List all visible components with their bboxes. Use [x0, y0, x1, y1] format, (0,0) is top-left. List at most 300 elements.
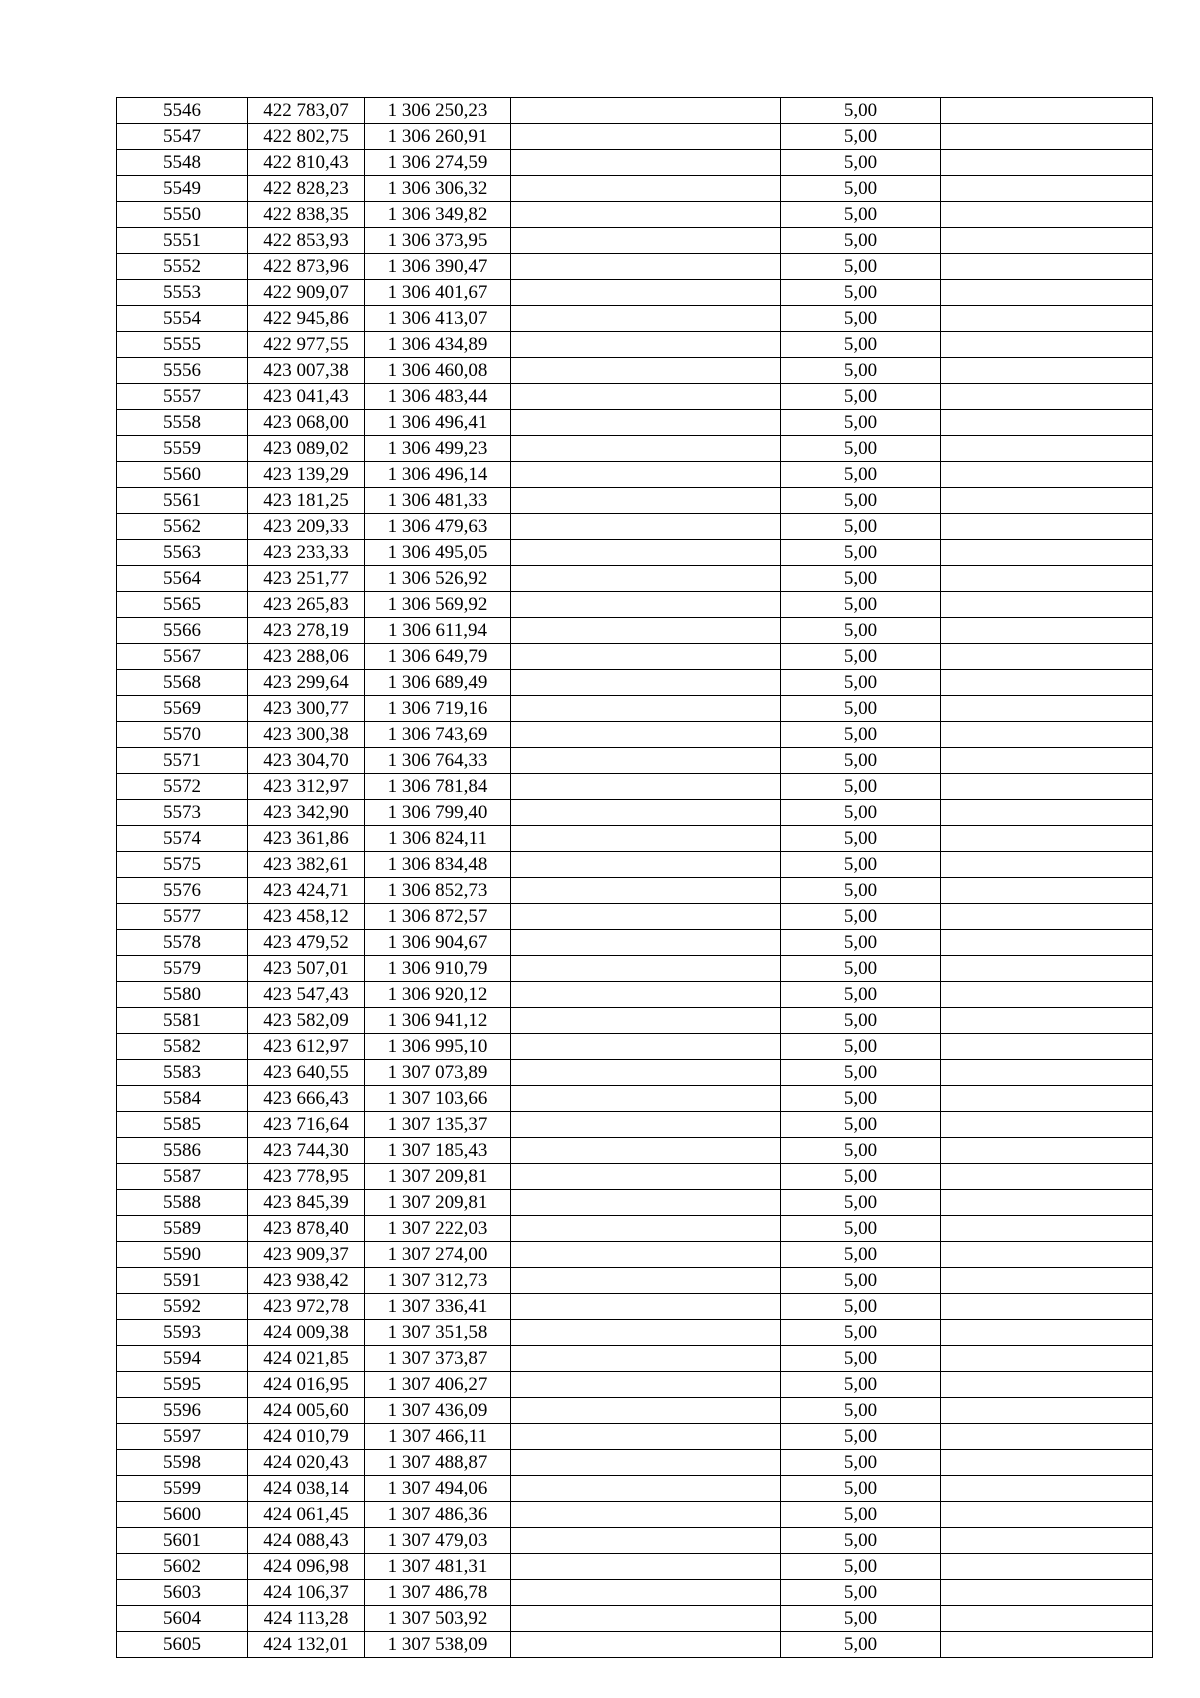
value-cell: 5,00: [781, 488, 941, 514]
table-row: [117, 904, 1153, 930]
value-cell: 5,00: [781, 852, 941, 878]
empty-cell: [511, 202, 781, 228]
empty-cell: [511, 904, 781, 930]
y-coordinate-cell: 1 306 743,69: [365, 722, 511, 748]
table-row: [117, 1034, 1153, 1060]
empty-cell: [941, 930, 1153, 956]
empty-cell: [941, 852, 1153, 878]
point-number-cell: 5601: [117, 1528, 248, 1554]
value-cell: 5,00: [781, 124, 941, 150]
table-row: [117, 1060, 1153, 1086]
y-coordinate-cell: 1 306 495,05: [365, 540, 511, 566]
point-number-cell: 5604: [117, 1606, 248, 1632]
empty-cell: [511, 644, 781, 670]
y-coordinate-cell: 1 306 306,32: [365, 176, 511, 202]
table-row: [117, 774, 1153, 800]
x-coordinate-cell: 422 853,93: [248, 228, 365, 254]
table-row: [117, 124, 1153, 150]
value-cell: 5,00: [781, 410, 941, 436]
empty-cell: [511, 670, 781, 696]
table-row: [117, 332, 1153, 358]
table-row: [117, 540, 1153, 566]
x-coordinate-cell: 423 547,43: [248, 982, 365, 1008]
value-cell: 5,00: [781, 1294, 941, 1320]
empty-cell: [511, 358, 781, 384]
table-row: [117, 202, 1153, 228]
value-cell: 5,00: [781, 332, 941, 358]
value-cell: 5,00: [781, 1580, 941, 1606]
table-row: [117, 254, 1153, 280]
x-coordinate-cell: 422 838,35: [248, 202, 365, 228]
y-coordinate-cell: 1 306 852,73: [365, 878, 511, 904]
x-coordinate-cell: 423 972,78: [248, 1294, 365, 1320]
empty-cell: [941, 176, 1153, 202]
table-row: [117, 150, 1153, 176]
point-number-cell: 5603: [117, 1580, 248, 1606]
x-coordinate-cell: 423 041,43: [248, 384, 365, 410]
empty-cell: [941, 1216, 1153, 1242]
empty-cell: [511, 228, 781, 254]
value-cell: 5,00: [781, 1086, 941, 1112]
value-cell: 5,00: [781, 228, 941, 254]
value-cell: 5,00: [781, 306, 941, 332]
y-coordinate-cell: 1 307 436,09: [365, 1398, 511, 1424]
empty-cell: [511, 98, 781, 124]
empty-cell: [941, 202, 1153, 228]
x-coordinate-cell: 423 209,33: [248, 514, 365, 540]
y-coordinate-cell: 1 307 466,11: [365, 1424, 511, 1450]
empty-cell: [941, 1060, 1153, 1086]
value-cell: 5,00: [781, 618, 941, 644]
point-number-cell: 5552: [117, 254, 248, 280]
y-coordinate-cell: 1 306 910,79: [365, 956, 511, 982]
y-coordinate-cell: 1 306 649,79: [365, 644, 511, 670]
y-coordinate-cell: 1 307 486,78: [365, 1580, 511, 1606]
table-row: [117, 696, 1153, 722]
value-cell: 5,00: [781, 1398, 941, 1424]
x-coordinate-cell: 423 382,61: [248, 852, 365, 878]
point-number-cell: 5600: [117, 1502, 248, 1528]
value-cell: 5,00: [781, 280, 941, 306]
value-cell: 5,00: [781, 1112, 941, 1138]
empty-cell: [941, 1034, 1153, 1060]
empty-cell: [511, 176, 781, 202]
table-row: [117, 1632, 1153, 1658]
x-coordinate-cell: 423 778,95: [248, 1164, 365, 1190]
table-row: [117, 228, 1153, 254]
x-coordinate-cell: 423 300,38: [248, 722, 365, 748]
y-coordinate-cell: 1 306 781,84: [365, 774, 511, 800]
value-cell: 5,00: [781, 98, 941, 124]
y-coordinate-cell: 1 306 920,12: [365, 982, 511, 1008]
y-coordinate-cell: 1 306 526,92: [365, 566, 511, 592]
empty-cell: [941, 644, 1153, 670]
empty-cell: [511, 124, 781, 150]
point-number-cell: 5580: [117, 982, 248, 1008]
point-number-cell: 5590: [117, 1242, 248, 1268]
point-number-cell: 5582: [117, 1034, 248, 1060]
table-row: [117, 1242, 1153, 1268]
x-coordinate-cell: 423 424,71: [248, 878, 365, 904]
x-coordinate-cell: 423 299,64: [248, 670, 365, 696]
empty-cell: [511, 1372, 781, 1398]
y-coordinate-cell: 1 306 483,44: [365, 384, 511, 410]
table-row: [117, 358, 1153, 384]
x-coordinate-cell: 423 458,12: [248, 904, 365, 930]
empty-cell: [511, 1190, 781, 1216]
empty-cell: [941, 1268, 1153, 1294]
empty-cell: [511, 514, 781, 540]
empty-cell: [511, 774, 781, 800]
y-coordinate-cell: 1 307 488,87: [365, 1450, 511, 1476]
point-number-cell: 5569: [117, 696, 248, 722]
value-cell: 5,00: [781, 774, 941, 800]
table-row: [117, 1164, 1153, 1190]
empty-cell: [941, 670, 1153, 696]
value-cell: 5,00: [781, 644, 941, 670]
value-cell: 5,00: [781, 1268, 941, 1294]
y-coordinate-cell: 1 306 611,94: [365, 618, 511, 644]
x-coordinate-cell: 424 020,43: [248, 1450, 365, 1476]
value-cell: 5,00: [781, 982, 941, 1008]
empty-cell: [941, 1086, 1153, 1112]
empty-cell: [941, 410, 1153, 436]
value-cell: 5,00: [781, 696, 941, 722]
value-cell: 5,00: [781, 1424, 941, 1450]
value-cell: 5,00: [781, 1164, 941, 1190]
point-number-cell: 5578: [117, 930, 248, 956]
x-coordinate-cell: 423 361,86: [248, 826, 365, 852]
point-number-cell: 5599: [117, 1476, 248, 1502]
point-number-cell: 5546: [117, 98, 248, 124]
point-number-cell: 5557: [117, 384, 248, 410]
empty-cell: [511, 826, 781, 852]
point-number-cell: 5576: [117, 878, 248, 904]
empty-cell: [941, 982, 1153, 1008]
point-number-cell: 5597: [117, 1424, 248, 1450]
point-number-cell: 5579: [117, 956, 248, 982]
empty-cell: [511, 384, 781, 410]
point-number-cell: 5573: [117, 800, 248, 826]
y-coordinate-cell: 1 307 135,37: [365, 1112, 511, 1138]
x-coordinate-cell: 423 312,97: [248, 774, 365, 800]
empty-cell: [941, 878, 1153, 904]
x-coordinate-cell: 422 810,43: [248, 150, 365, 176]
point-number-cell: 5561: [117, 488, 248, 514]
table-row: [117, 1450, 1153, 1476]
table-row: [117, 1580, 1153, 1606]
point-number-cell: 5562: [117, 514, 248, 540]
point-number-cell: 5567: [117, 644, 248, 670]
y-coordinate-cell: 1 306 995,10: [365, 1034, 511, 1060]
y-coordinate-cell: 1 307 185,43: [365, 1138, 511, 1164]
empty-cell: [941, 488, 1153, 514]
empty-cell: [941, 826, 1153, 852]
point-number-cell: 5572: [117, 774, 248, 800]
value-cell: 5,00: [781, 1346, 941, 1372]
empty-cell: [941, 124, 1153, 150]
table-row: [117, 1554, 1153, 1580]
empty-cell: [941, 150, 1153, 176]
x-coordinate-cell: 423 640,55: [248, 1060, 365, 1086]
x-coordinate-cell: 423 845,39: [248, 1190, 365, 1216]
table-row: [117, 748, 1153, 774]
empty-cell: [941, 1008, 1153, 1034]
table-row: [117, 1606, 1153, 1632]
x-coordinate-cell: 422 783,07: [248, 98, 365, 124]
y-coordinate-cell: 1 307 103,66: [365, 1086, 511, 1112]
value-cell: 5,00: [781, 436, 941, 462]
y-coordinate-cell: 1 307 406,27: [365, 1372, 511, 1398]
value-cell: 5,00: [781, 1450, 941, 1476]
value-cell: 5,00: [781, 1008, 941, 1034]
value-cell: 5,00: [781, 722, 941, 748]
value-cell: 5,00: [781, 670, 941, 696]
point-number-cell: 5595: [117, 1372, 248, 1398]
y-coordinate-cell: 1 307 486,36: [365, 1502, 511, 1528]
empty-cell: [941, 1320, 1153, 1346]
value-cell: 5,00: [781, 956, 941, 982]
x-coordinate-cell: 423 909,37: [248, 1242, 365, 1268]
y-coordinate-cell: 1 307 274,00: [365, 1242, 511, 1268]
empty-cell: [941, 1190, 1153, 1216]
point-number-cell: 5554: [117, 306, 248, 332]
x-coordinate-cell: 422 828,23: [248, 176, 365, 202]
table-row: [117, 98, 1153, 124]
point-number-cell: 5564: [117, 566, 248, 592]
empty-cell: [941, 722, 1153, 748]
value-cell: 5,00: [781, 826, 941, 852]
empty-cell: [941, 1476, 1153, 1502]
y-coordinate-cell: 1 306 250,23: [365, 98, 511, 124]
y-coordinate-cell: 1 307 209,81: [365, 1164, 511, 1190]
empty-cell: [941, 514, 1153, 540]
x-coordinate-cell: 423 666,43: [248, 1086, 365, 1112]
empty-cell: [511, 1476, 781, 1502]
empty-cell: [511, 1450, 781, 1476]
table-row: [117, 956, 1153, 982]
y-coordinate-cell: 1 306 799,40: [365, 800, 511, 826]
point-number-cell: 5555: [117, 332, 248, 358]
x-coordinate-cell: 423 288,06: [248, 644, 365, 670]
empty-cell: [511, 982, 781, 1008]
y-coordinate-cell: 1 306 496,41: [365, 410, 511, 436]
y-coordinate-cell: 1 307 336,41: [365, 1294, 511, 1320]
empty-cell: [511, 878, 781, 904]
empty-cell: [941, 1372, 1153, 1398]
empty-cell: [941, 1398, 1153, 1424]
x-coordinate-cell: 423 089,02: [248, 436, 365, 462]
value-cell: 5,00: [781, 1476, 941, 1502]
table-row: [117, 1294, 1153, 1320]
empty-cell: [941, 332, 1153, 358]
table-row: [117, 1138, 1153, 1164]
value-cell: 5,00: [781, 904, 941, 930]
x-coordinate-cell: 423 265,83: [248, 592, 365, 618]
x-coordinate-cell: 424 061,45: [248, 1502, 365, 1528]
y-coordinate-cell: 1 306 941,12: [365, 1008, 511, 1034]
table-row: [117, 826, 1153, 852]
value-cell: 5,00: [781, 540, 941, 566]
value-cell: 5,00: [781, 1060, 941, 1086]
y-coordinate-cell: 1 306 413,07: [365, 306, 511, 332]
table-row: [117, 1476, 1153, 1502]
x-coordinate-cell: 424 096,98: [248, 1554, 365, 1580]
empty-cell: [941, 98, 1153, 124]
empty-cell: [941, 748, 1153, 774]
x-coordinate-cell: 422 802,75: [248, 124, 365, 150]
empty-cell: [511, 280, 781, 306]
x-coordinate-cell: 423 342,90: [248, 800, 365, 826]
y-coordinate-cell: 1 306 260,91: [365, 124, 511, 150]
x-coordinate-cell: 423 612,97: [248, 1034, 365, 1060]
empty-cell: [511, 1502, 781, 1528]
empty-cell: [941, 618, 1153, 644]
point-number-cell: 5586: [117, 1138, 248, 1164]
value-cell: 5,00: [781, 1528, 941, 1554]
value-cell: 5,00: [781, 176, 941, 202]
value-cell: 5,00: [781, 1632, 941, 1658]
empty-cell: [941, 306, 1153, 332]
y-coordinate-cell: 1 306 719,16: [365, 696, 511, 722]
value-cell: 5,00: [781, 566, 941, 592]
empty-cell: [941, 228, 1153, 254]
x-coordinate-cell: 423 007,38: [248, 358, 365, 384]
y-coordinate-cell: 1 306 434,89: [365, 332, 511, 358]
value-cell: 5,00: [781, 878, 941, 904]
y-coordinate-cell: 1 307 479,03: [365, 1528, 511, 1554]
y-coordinate-cell: 1 306 904,67: [365, 930, 511, 956]
empty-cell: [941, 1138, 1153, 1164]
point-number-cell: 5589: [117, 1216, 248, 1242]
x-coordinate-cell: 423 181,25: [248, 488, 365, 514]
table-row: [117, 852, 1153, 878]
point-number-cell: 5563: [117, 540, 248, 566]
table-row: [117, 488, 1153, 514]
empty-cell: [511, 1346, 781, 1372]
value-cell: 5,00: [781, 1216, 941, 1242]
x-coordinate-cell: 423 139,29: [248, 462, 365, 488]
empty-cell: [941, 774, 1153, 800]
empty-cell: [511, 1268, 781, 1294]
empty-cell: [511, 1294, 781, 1320]
x-coordinate-cell: 423 582,09: [248, 1008, 365, 1034]
empty-cell: [941, 280, 1153, 306]
empty-cell: [941, 1164, 1153, 1190]
empty-cell: [511, 332, 781, 358]
empty-cell: [511, 488, 781, 514]
table-row: [117, 1320, 1153, 1346]
table-row: [117, 1346, 1153, 1372]
x-coordinate-cell: 424 021,85: [248, 1346, 365, 1372]
table-row: [117, 176, 1153, 202]
y-coordinate-cell: 1 306 401,67: [365, 280, 511, 306]
empty-cell: [941, 358, 1153, 384]
empty-cell: [511, 1424, 781, 1450]
empty-cell: [941, 254, 1153, 280]
empty-cell: [941, 566, 1153, 592]
empty-cell: [511, 722, 781, 748]
point-number-cell: 5577: [117, 904, 248, 930]
y-coordinate-cell: 1 307 503,92: [365, 1606, 511, 1632]
point-number-cell: 5598: [117, 1450, 248, 1476]
table-row: [117, 1528, 1153, 1554]
point-number-cell: 5594: [117, 1346, 248, 1372]
empty-cell: [511, 696, 781, 722]
value-cell: 5,00: [781, 1138, 941, 1164]
y-coordinate-cell: 1 307 351,58: [365, 1320, 511, 1346]
point-number-cell: 5602: [117, 1554, 248, 1580]
empty-cell: [511, 800, 781, 826]
empty-cell: [511, 1112, 781, 1138]
empty-cell: [511, 1554, 781, 1580]
y-coordinate-cell: 1 306 373,95: [365, 228, 511, 254]
value-cell: 5,00: [781, 358, 941, 384]
empty-cell: [511, 956, 781, 982]
y-coordinate-cell: 1 306 390,47: [365, 254, 511, 280]
point-number-cell: 5550: [117, 202, 248, 228]
empty-cell: [941, 384, 1153, 410]
table-row: [117, 1112, 1153, 1138]
point-number-cell: 5566: [117, 618, 248, 644]
x-coordinate-cell: 423 278,19: [248, 618, 365, 644]
point-number-cell: 5571: [117, 748, 248, 774]
x-coordinate-cell: 424 009,38: [248, 1320, 365, 1346]
empty-cell: [511, 1528, 781, 1554]
point-number-cell: 5551: [117, 228, 248, 254]
empty-cell: [511, 1398, 781, 1424]
empty-cell: [511, 1164, 781, 1190]
value-cell: 5,00: [781, 514, 941, 540]
empty-cell: [941, 800, 1153, 826]
value-cell: 5,00: [781, 150, 941, 176]
point-number-cell: 5553: [117, 280, 248, 306]
y-coordinate-cell: 1 307 312,73: [365, 1268, 511, 1294]
point-number-cell: 5581: [117, 1008, 248, 1034]
empty-cell: [511, 1138, 781, 1164]
point-number-cell: 5583: [117, 1060, 248, 1086]
x-coordinate-cell: 424 088,43: [248, 1528, 365, 1554]
empty-cell: [511, 1034, 781, 1060]
empty-cell: [511, 150, 781, 176]
empty-cell: [511, 436, 781, 462]
empty-cell: [941, 1424, 1153, 1450]
x-coordinate-cell: 422 909,07: [248, 280, 365, 306]
x-coordinate-cell: 424 132,01: [248, 1632, 365, 1658]
empty-cell: [941, 1242, 1153, 1268]
empty-cell: [511, 618, 781, 644]
x-coordinate-cell: 423 251,77: [248, 566, 365, 592]
y-coordinate-cell: 1 307 209,81: [365, 1190, 511, 1216]
empty-cell: [941, 1580, 1153, 1606]
value-cell: 5,00: [781, 1502, 941, 1528]
table-row: [117, 1502, 1153, 1528]
y-coordinate-cell: 1 306 349,82: [365, 202, 511, 228]
table-row: [117, 1190, 1153, 1216]
y-coordinate-cell: 1 307 373,87: [365, 1346, 511, 1372]
x-coordinate-cell: 423 300,77: [248, 696, 365, 722]
empty-cell: [941, 436, 1153, 462]
table-row: [117, 1008, 1153, 1034]
empty-cell: [941, 1450, 1153, 1476]
empty-cell: [511, 1580, 781, 1606]
y-coordinate-cell: 1 306 479,63: [365, 514, 511, 540]
x-coordinate-cell: 424 038,14: [248, 1476, 365, 1502]
x-coordinate-cell: 424 016,95: [248, 1372, 365, 1398]
empty-cell: [941, 1294, 1153, 1320]
table-row: [117, 930, 1153, 956]
empty-cell: [941, 956, 1153, 982]
